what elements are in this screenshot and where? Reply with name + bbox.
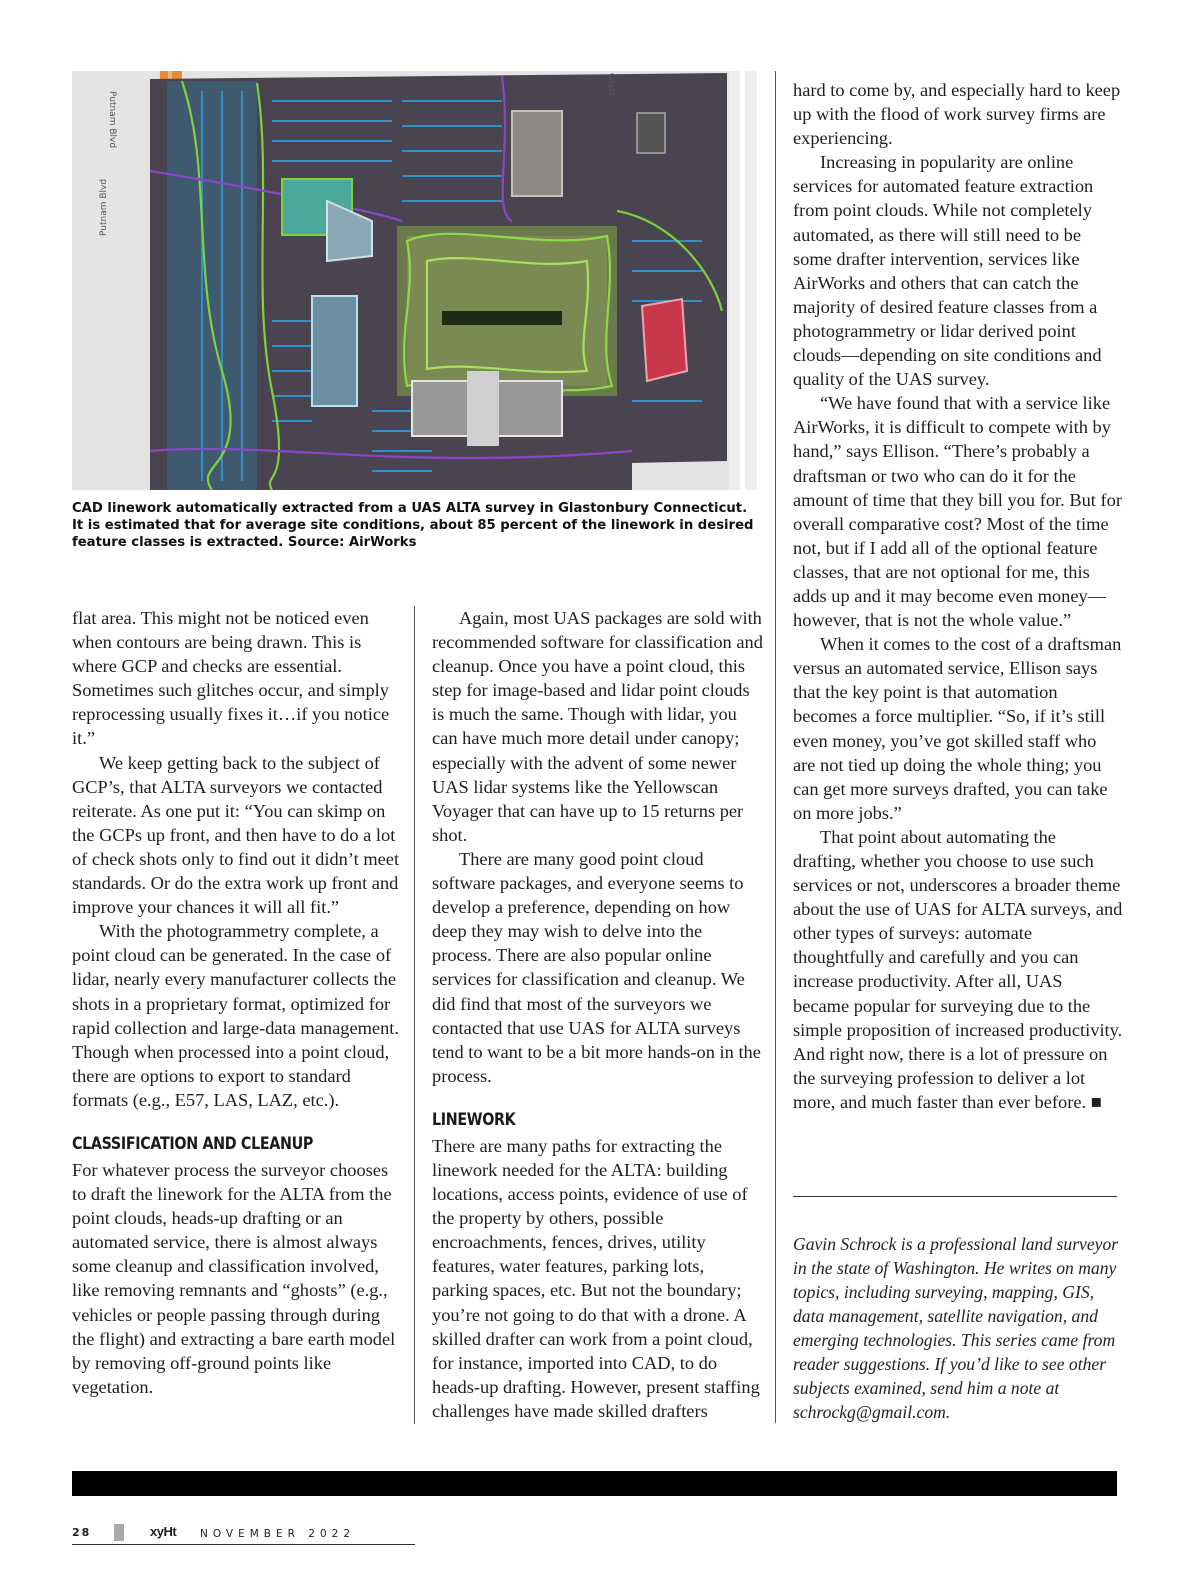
street-label-putnam-south: Putnam Blvd: [99, 178, 109, 236]
paragraph: [793, 825, 1123, 1114]
section-heading-linework: LINEWORK: [432, 1109, 516, 1130]
paragraph: When it comes to the cost of a draftsman versus an automated service, Ellison says that the key point is that automation becomes a force multiplier. “So, if it’s still even money, you’ve got skilled staff who are not tied up doing the whole thing; you can get more surveys drafted, you can take on more jobs.”: [793, 634, 1122, 823]
paragraph: flat area. This might not be noticed even when contours are being drawn. This is where GCP and checks are essential. Sometimes such glitches occur, and simply reprocessing usually fixes it…if you notice it.”: [72, 608, 390, 749]
street-label-putnam-north: Putnam Blvd: [107, 91, 117, 149]
paragraph: For whatever process the surveyor chooses to draft the linework for the ALTA from the point clouds, heads-up drafting or an automated service, there is almost always some cleanup and classification involved, like removing remnants and “ghosts” (e.g., vehicles or people passing through during the flight) and extracting a bare earth model by removing off-ground points like vegetation.: [72, 1159, 396, 1397]
street-label-glast: Glast: [606, 73, 616, 97]
paragraph-text: That point about automating the drafting, whether you choose to use such services or not, underscores a broader theme about the use of UAS for ALTA surveys, and other types of surveys: automate thoughtfully and carefully and you can increase productivity. After all, UAS became popular for surveying due to the simple proposition of increased productivity. And right now, there is a lot of pressure on the surveying profession to deliver a lot more, and much faster than ever before.: [793, 826, 1123, 1112]
page-number: 28: [72, 1526, 92, 1539]
article-column-3: [793, 78, 1123, 1114]
column-divider: [414, 606, 415, 1424]
paragraph: hard to come by, and especially hard to keep up with the flood of work survey firms are experiencing.: [793, 80, 1121, 149]
issue-date: NOVEMBER 2022: [200, 1528, 356, 1540]
article-column-1: [72, 606, 407, 1399]
cad-linework-map: [72, 71, 757, 490]
paragraph: With the photogrammetry complete, a point cloud can be generated. In the case of lidar, nearly every manufacturer collects the shots in a proprietary format, optimized for rapid collection and large-data management. Though when processed into a point cloud, there are options to export to standard formats (e.g., E57, LAS, LAZ, etc.).: [72, 921, 399, 1110]
paragraph: There are many paths for extracting the linework needed for the ALTA: building locations, access points, evidence of use of the property by others, possible encroachments, fences, drives, utility features, water features, parking lots, parking spaces, etc. But not the boundary; you’re not going to do that with a drone. A skilled drafter can work from a point cloud, for instance, imported into CAD, to do heads-up drafting. However, present staffing challenges have made skilled drafters: [432, 1135, 760, 1421]
author-bio: Gavin Schrock is a professional land surveyor in the state of Washington. He writes on many topics, including surveying, mapping, GIS, data management, satellite navigation, and emerging technologies. This series came from reader suggestions. If you’d like to see other subjects examined, send him a note at schrockg@gmail.com.: [793, 1234, 1119, 1422]
section-heading-classification: CLASSIFICATION AND CLEANUP: [72, 1133, 313, 1154]
end-mark: ■: [1090, 1091, 1102, 1112]
magazine-brand: xyHt: [150, 1524, 177, 1539]
footer-black-bar: [72, 1471, 1117, 1496]
figure-caption: CAD linework automatically extracted from a UAS ALTA survey in Glastonbury Connecticut. It is estimated that for average site conditions, about 85 percent of the linework in desired feature classes is extracted. Source: AirWorks: [72, 501, 754, 550]
paragraph: There are many good point cloud software packages, and everyone seems to develop a preference, depending on how deep they may wish to delve into the process. There are also popular online services for classification and cleanup. We did find that most of the surveyors we contacted that use UAS for ALTA surveys tend to want to be a bit more hands-on in the process.: [432, 848, 761, 1086]
bio-divider: [793, 1196, 1117, 1197]
paragraph: We keep getting back to the subject of GCP’s, that ALTA surveyors we contacted reiterate. As one put it: “You can skimp on the GCPs up front, and then have to do a lot of check shots only to find out it didn’t meet standards. Or do the extra work up front and improve your chances it will all fit.”: [72, 752, 400, 918]
side-street: [740, 71, 745, 490]
column-divider: [775, 71, 776, 1423]
page-footer: [72, 1522, 415, 1545]
article-column-2: [432, 606, 764, 1423]
paragraph: “We have found that with a service like AirWorks, it is difficult to compete with by hand,” says Ellison. “There’s probably a draftsman or two who can do it for the amount of time that they bill you for. But for overall comparative cost? Most of the time not, but if I add all of the optional feature classes, that are not optional for me, this adds up and it may become even money—however, that is not the whole value.”: [793, 393, 1122, 631]
site-aerial-image: [72, 71, 757, 490]
paragraph: Increasing in popularity are online services for automated feature extraction from point clouds. While not completely automated, as there will still need to be some drafter intervention, services like AirWorks and others that can catch the majority of desired feature classes from a photogrammetry or lidar derived point clouds—depending on site conditions and quality of the UAS survey.: [793, 152, 1102, 390]
tree-line: [442, 311, 562, 325]
paragraph: Again, most UAS packages are sold with recommended software for classification and cleanup. Once you have a point cloud, this step for image-based and lidar point clouds is much the same. Though with lidar, you can have much more detail under canopy; especially with the advent of some newer UAS lidar systems like the Yellowscan Voyager that can have up to 15 returns per shot.: [432, 608, 763, 845]
footer-marker-block: [114, 1524, 124, 1541]
